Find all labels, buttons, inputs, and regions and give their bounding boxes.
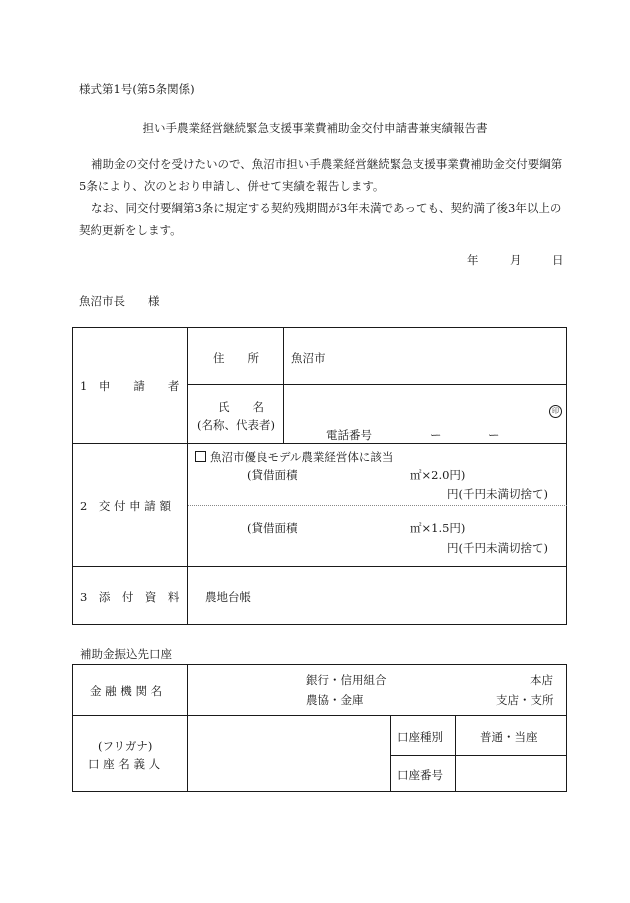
table-border-right bbox=[566, 327, 567, 625]
account-type-label: 口座種別 bbox=[397, 730, 443, 744]
document-title: 担い手農業経営継続緊急支援事業費補助金交付申請書兼実績報告書 bbox=[142, 121, 488, 135]
form-number: 様式第1号(第5条関係) bbox=[79, 82, 195, 96]
furigana-label: (フリガナ) bbox=[98, 739, 153, 753]
model-farm-checkbox-row[interactable] bbox=[195, 449, 393, 465]
row-divider-applicant bbox=[72, 443, 567, 444]
phone-separator-2: ー bbox=[488, 428, 500, 442]
col-divider-sublabels bbox=[283, 327, 284, 444]
attachments-value: 農地台帳 bbox=[205, 590, 251, 604]
bank-border-bottom bbox=[72, 791, 567, 792]
date-month: 月 bbox=[510, 253, 522, 267]
row1-yen: 円(千円未満切捨て) bbox=[447, 487, 548, 501]
row1-rate: ㎡×2.0円) bbox=[410, 468, 466, 482]
contract-paragraph: なお、同交付要綱第3条に規定する契約残期間が3年未満であっても、契約満了後3年以上の契約更新をします。 bbox=[79, 201, 562, 237]
table-border-left bbox=[72, 327, 73, 625]
col-divider-labels bbox=[187, 327, 188, 625]
branch-line2: 支店・支所 bbox=[496, 693, 554, 707]
bank-types-line1: 銀行・信用組合 bbox=[306, 673, 387, 687]
date-year: 年 bbox=[467, 253, 479, 267]
bank-types-line2: 農協・金庫 bbox=[306, 693, 364, 707]
table-border-top bbox=[72, 327, 567, 328]
row1-area-label: (貸借面積 bbox=[247, 468, 298, 482]
account-holder-label: 口 座 名 義 人 bbox=[88, 757, 161, 771]
name-label: 氏 名 bbox=[218, 400, 264, 414]
bank-heading: 補助金振込先口座 bbox=[80, 647, 172, 661]
account-type-value: 普通・当座 bbox=[480, 730, 538, 744]
table-border-bottom bbox=[72, 624, 567, 625]
intro-paragraph: 補助金の交付を受けたいので、魚沼市担い手農業経営継続緊急支援事業費補助金交付要綱第5条により、次のとおり申請し、併せて実績を報告します。 bbox=[79, 157, 563, 193]
applicant-section-label: 1 申 請 者 bbox=[80, 379, 180, 393]
branch-line1: 本店 bbox=[530, 673, 553, 687]
bank-row-divider bbox=[72, 715, 567, 716]
row2-area-label: (貸借面積 bbox=[247, 521, 298, 535]
bank-row-divider-right bbox=[390, 755, 567, 756]
row-divider-address bbox=[187, 384, 567, 385]
bank-col-divider-labels bbox=[187, 664, 188, 792]
account-number-label: 口座番号 bbox=[397, 768, 443, 782]
model-farm-checkbox[interactable] bbox=[195, 451, 206, 462]
seal-mark: 印 bbox=[549, 405, 562, 418]
bank-col-divider-type bbox=[455, 715, 456, 792]
bank-border-top bbox=[72, 664, 567, 665]
phone-separator-1: ー bbox=[430, 428, 442, 442]
grant-section-label: 2 交 付 申 請 額 bbox=[80, 499, 171, 513]
model-farm-checkbox-label: 魚沼市優良モデル農業経営体に該当 bbox=[210, 450, 394, 464]
row-divider-grant bbox=[72, 566, 567, 567]
phone-label: 電話番号 bbox=[326, 428, 372, 442]
date-day: 日 bbox=[552, 253, 564, 267]
bank-border-right bbox=[566, 664, 567, 792]
bank-border-left bbox=[72, 664, 73, 792]
address-label: 住 所 bbox=[213, 351, 259, 365]
row-divider-grant-dotted bbox=[187, 505, 567, 506]
name-sub-label: (名称、代表者) bbox=[197, 418, 275, 432]
attachments-section-label: 3 添 付 資 料 bbox=[80, 590, 180, 604]
address-value: 魚沼市 bbox=[291, 351, 326, 365]
row2-rate: ㎡×1.5円) bbox=[410, 521, 466, 535]
row2-yen: 円(千円未満切捨て) bbox=[447, 541, 548, 555]
addressee: 魚沼市長 様 bbox=[79, 294, 160, 308]
bank-col-divider-holder bbox=[390, 715, 391, 792]
institution-label: 金 融 機 関 名 bbox=[90, 684, 163, 698]
